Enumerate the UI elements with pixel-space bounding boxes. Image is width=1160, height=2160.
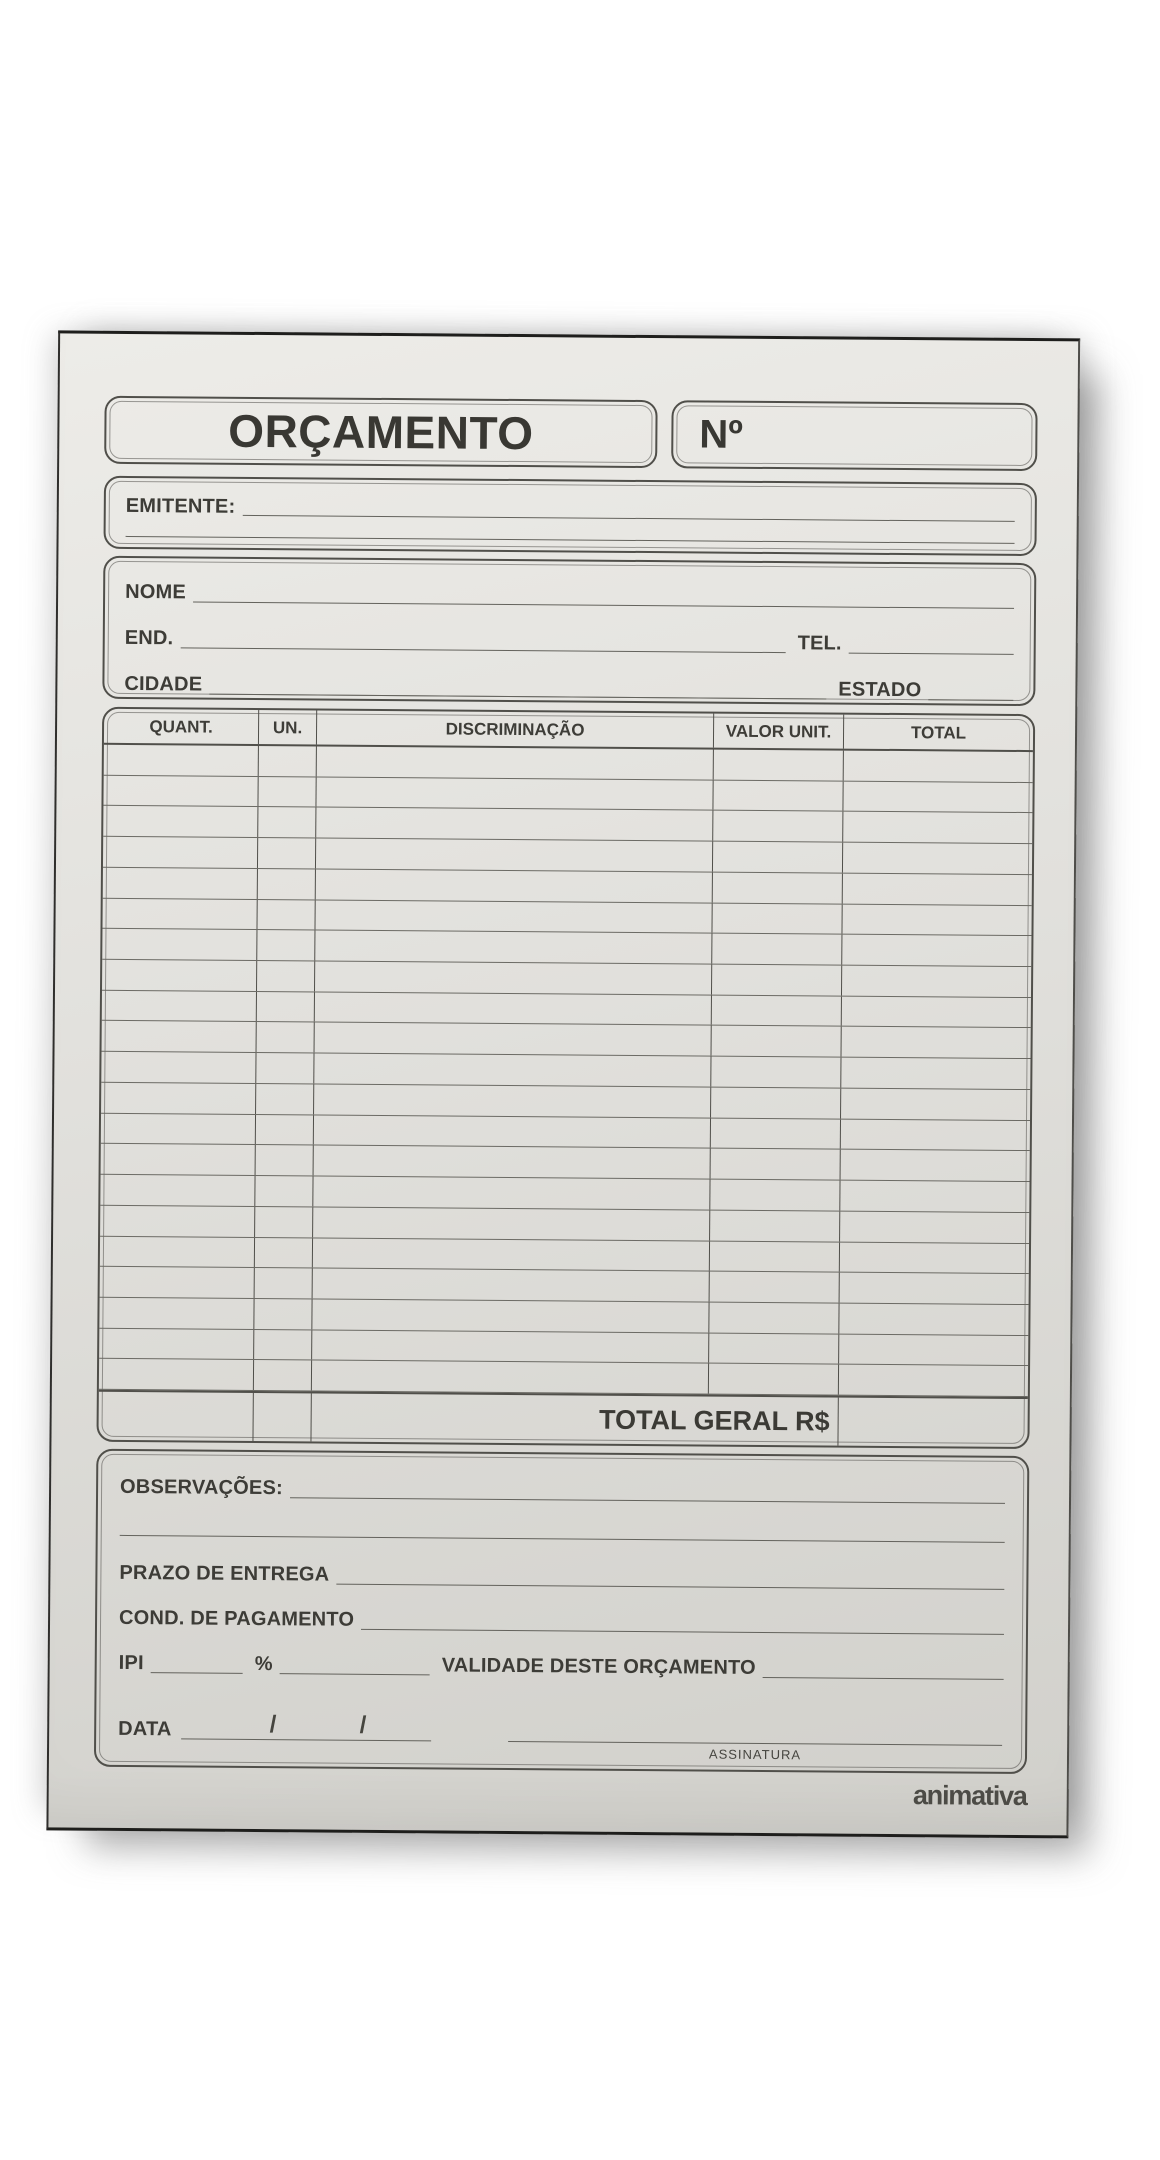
table-cell	[843, 781, 1032, 812]
customer-box	[102, 556, 1036, 706]
table-cell	[255, 1207, 313, 1237]
table-cell	[102, 991, 257, 1022]
form-title-box	[104, 396, 658, 468]
table-cell	[316, 839, 713, 872]
table-cell	[99, 1359, 254, 1390]
table-cell	[101, 1052, 256, 1083]
column-header-discriminacao: DISCRIMINAÇÃO	[317, 710, 714, 747]
table-cell	[256, 1115, 314, 1145]
ruled-line	[280, 1671, 430, 1675]
ruled-line	[290, 1495, 1005, 1504]
payment-label: COND. DE PAGAMENTO	[118, 1606, 355, 1631]
ruled-line	[849, 651, 1014, 655]
table-cell	[840, 1181, 1029, 1212]
customer-city-row	[124, 670, 1013, 701]
observations-row	[120, 1471, 1005, 1504]
table-cell	[316, 869, 713, 902]
table-cell	[839, 1304, 1028, 1335]
ruled-line	[151, 1670, 243, 1674]
table-cell	[102, 1021, 257, 1052]
delivery-label: PRAZO DE ENTREGA	[119, 1561, 330, 1586]
table-cell	[100, 1236, 255, 1267]
table-cell	[713, 842, 843, 873]
table-cell	[102, 960, 257, 991]
table-cell	[841, 1058, 1030, 1089]
table-cell	[842, 1027, 1031, 1058]
table-cell	[100, 1267, 255, 1298]
city-label: CIDADE	[124, 672, 203, 696]
table-cell	[257, 961, 315, 991]
table-cell	[315, 992, 712, 1025]
table-cell	[839, 1365, 1028, 1396]
date-slash: /	[359, 1711, 367, 1739]
table-cell	[313, 1269, 710, 1302]
table-cell	[841, 1088, 1030, 1119]
table-cell	[103, 806, 258, 837]
table-cell	[254, 1360, 312, 1390]
table-cell	[102, 898, 257, 929]
date-label: DATA	[118, 1717, 172, 1741]
column-header-valor-unit: VALOR UNIT.	[714, 714, 844, 749]
table-cell	[100, 1175, 255, 1206]
table-cell	[711, 1087, 841, 1118]
table-cell	[709, 1364, 839, 1395]
ruled-line	[763, 1675, 1004, 1680]
conditions-box	[94, 1449, 1029, 1774]
date-ruled-line	[182, 1709, 432, 1741]
table-cell	[314, 1115, 711, 1148]
table-cell	[258, 777, 316, 807]
table-cell	[256, 1145, 314, 1175]
table-cell	[253, 1393, 311, 1441]
table-cell	[710, 1180, 840, 1211]
table-cell	[710, 1210, 840, 1241]
table-cell	[843, 812, 1032, 843]
ruled-line	[336, 1582, 1004, 1590]
table-cell	[840, 1211, 1029, 1242]
table-cell	[840, 1242, 1029, 1273]
ruled-line	[928, 697, 1013, 701]
table-cell	[99, 1298, 254, 1329]
table-cell	[315, 900, 712, 933]
ipi-validity-row	[119, 1647, 1004, 1680]
table-cell	[313, 1176, 710, 1209]
total-label-cell: TOTAL GERAL R$	[311, 1393, 838, 1445]
table-cell	[842, 996, 1031, 1027]
ruled-line	[209, 692, 826, 700]
brand-logo: animativa	[912, 1780, 1027, 1812]
form-sheet	[46, 330, 1080, 1838]
table-cell	[257, 930, 315, 960]
table-cell	[257, 992, 315, 1022]
ruled-line	[126, 536, 1015, 544]
table-cell	[257, 900, 315, 930]
table-cell	[839, 1334, 1028, 1365]
table-cell	[254, 1299, 312, 1329]
form-number-box	[671, 400, 1038, 471]
ruled-line	[120, 1535, 1005, 1543]
table-cell	[711, 1118, 841, 1149]
table-cell	[712, 1026, 842, 1057]
table-cell	[844, 751, 1033, 782]
table-cell	[709, 1302, 839, 1333]
table-cell	[312, 1330, 709, 1363]
form-title: ORÇAMENTO	[228, 404, 534, 460]
column-header-un: UN.	[259, 710, 317, 744]
table-cell	[316, 808, 713, 841]
table-cell	[315, 931, 712, 964]
table-cell	[840, 1273, 1029, 1304]
table-cell	[103, 837, 258, 868]
table-cell	[101, 1083, 256, 1114]
table-cell	[317, 746, 714, 779]
date-row	[118, 1709, 488, 1742]
table-cell	[841, 1119, 1030, 1150]
table-cell	[314, 1084, 711, 1117]
table-cell	[255, 1268, 313, 1298]
table-cell	[842, 935, 1031, 966]
table-cell	[103, 868, 258, 899]
table-cell	[714, 750, 844, 781]
table-cell	[312, 1361, 709, 1394]
observations-label: OBSERVAÇÕES:	[120, 1475, 283, 1500]
table-cell	[312, 1299, 709, 1332]
table-cell	[315, 1023, 712, 1056]
table-cell	[842, 966, 1031, 997]
ipi-label: IPI	[118, 1651, 144, 1675]
table-cell	[712, 965, 842, 996]
column-header-quant: QUANT.	[104, 709, 259, 744]
state-label: ESTADO	[838, 678, 922, 702]
address-label: END.	[124, 626, 174, 650]
table-cell	[254, 1330, 312, 1360]
table-cell	[713, 872, 843, 903]
ruled-line	[180, 645, 785, 653]
issuer-box	[103, 476, 1037, 556]
table-cell	[712, 934, 842, 965]
name-label: NOME	[125, 580, 187, 604]
table-cell	[258, 838, 316, 868]
customer-address-row	[125, 624, 1014, 655]
table-cell	[313, 1238, 710, 1271]
column-header-total: TOTAL	[910, 723, 967, 743]
ruled-line	[193, 599, 1014, 608]
table-cell	[313, 1207, 710, 1240]
delivery-row	[119, 1557, 1004, 1590]
table-cell	[842, 904, 1031, 935]
signature-ruled-line	[508, 1712, 1002, 1746]
table-cell	[98, 1392, 253, 1441]
items-table-body	[99, 745, 1033, 1397]
table-cell	[710, 1272, 840, 1303]
phone-label: TEL.	[797, 632, 842, 655]
total-row	[98, 1390, 1027, 1447]
date-slash: /	[269, 1711, 277, 1739]
table-cell	[713, 780, 843, 811]
payment-row	[119, 1602, 1004, 1635]
table-cell	[101, 1144, 256, 1175]
table-cell	[101, 1113, 256, 1144]
table-cell	[102, 929, 257, 960]
table-cell	[255, 1176, 313, 1206]
percent-label: %	[254, 1652, 273, 1676]
form-number-label: Nº	[699, 412, 744, 457]
table-cell	[711, 1057, 841, 1088]
table-cell	[257, 1022, 315, 1052]
table-cell	[711, 1149, 841, 1180]
table-cell	[712, 995, 842, 1026]
issuer-row	[126, 492, 1015, 523]
table-cell	[841, 1150, 1030, 1181]
table-cell	[314, 1054, 711, 1087]
customer-name-row	[125, 578, 1014, 609]
table-cell	[258, 869, 316, 899]
total-value-cell	[838, 1398, 1027, 1447]
table-cell	[256, 1053, 314, 1083]
table-cell	[99, 1328, 254, 1359]
table-cell	[709, 1333, 839, 1364]
table-cell	[103, 775, 258, 806]
table-cell	[843, 873, 1032, 904]
issuer-label: EMITENTE:	[125, 494, 236, 518]
table-cell	[259, 746, 317, 776]
table-cell	[258, 807, 316, 837]
table-cell	[256, 1084, 314, 1114]
table-cell	[710, 1241, 840, 1272]
table-cell	[713, 811, 843, 842]
table-cell	[712, 903, 842, 934]
ruled-line	[242, 513, 1014, 522]
table-cell	[100, 1206, 255, 1237]
table-cell	[843, 843, 1032, 874]
signature-block	[508, 1712, 1002, 1764]
table-cell	[314, 1146, 711, 1179]
table-cell	[315, 961, 712, 994]
table-cell	[104, 745, 259, 776]
signature-label: ASSINATURA	[708, 1746, 802, 1763]
validity-label: VALIDADE DESTE ORÇAMENTO	[441, 1654, 756, 1679]
table-cell	[316, 777, 713, 810]
ruled-line	[361, 1627, 1004, 1635]
items-table	[96, 707, 1035, 1449]
table-cell	[255, 1237, 313, 1267]
